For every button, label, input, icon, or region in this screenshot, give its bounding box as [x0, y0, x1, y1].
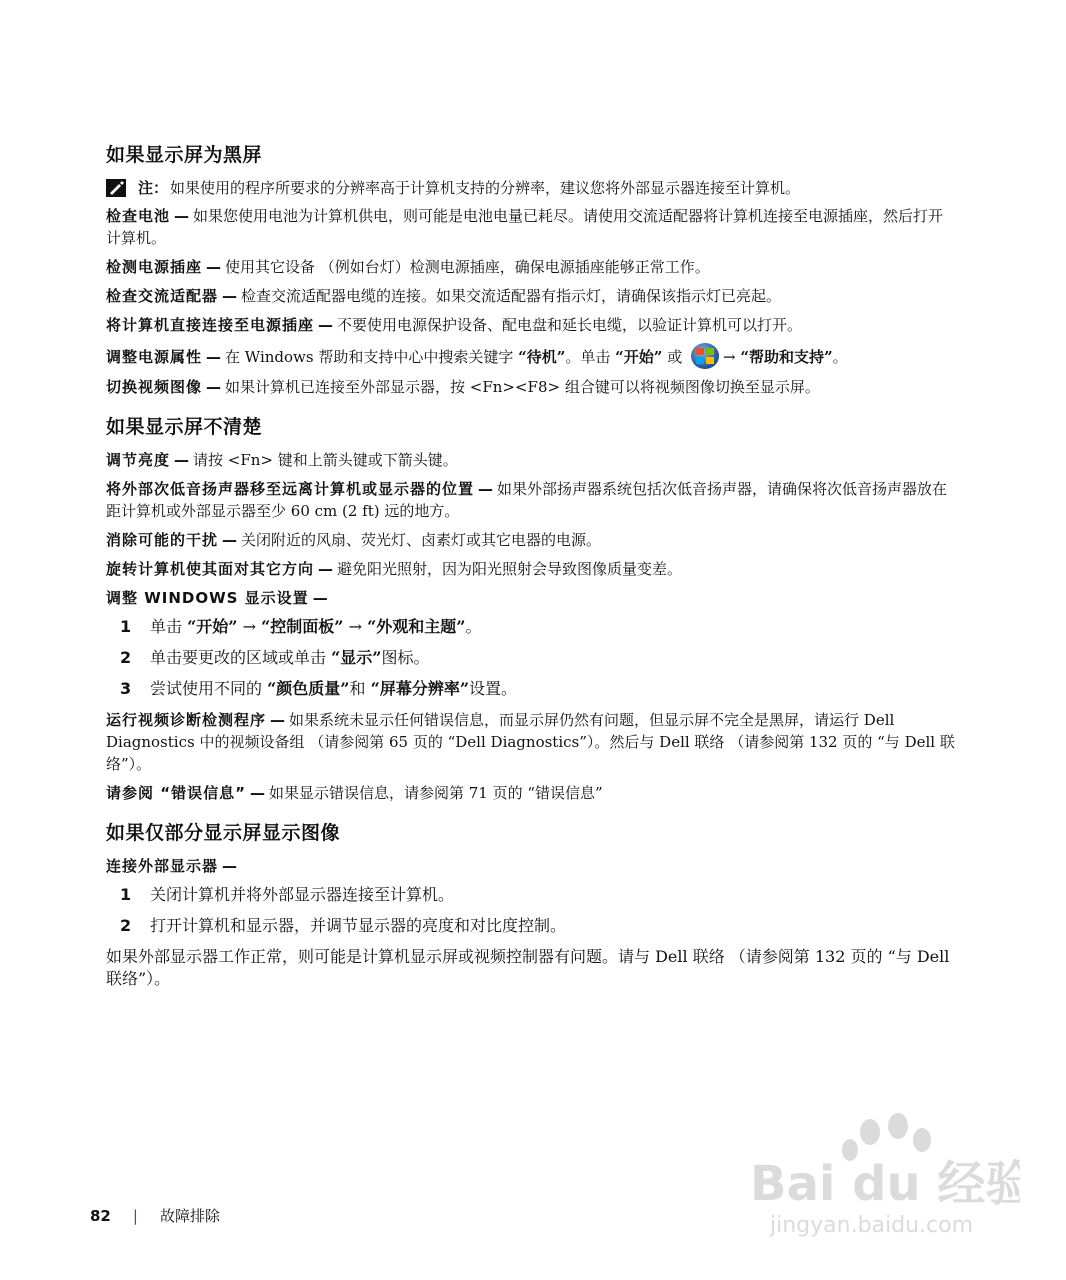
steps-list [106, 884, 956, 937]
quoted-term: “颜色质量” [267, 679, 350, 698]
item-direct-connect [106, 314, 956, 336]
quoted-term: “开始” [187, 617, 238, 636]
item-term: 检查电池 [106, 207, 171, 225]
step-item [120, 647, 956, 669]
em-dash: — [206, 378, 222, 396]
section-black-screen [106, 140, 956, 398]
em-dash: — [478, 480, 494, 498]
item-text: 。 [832, 348, 848, 366]
item-text: 如果计算机已连接至外部显示器，按 <Fn><F8> 组合键可以将视频图像切换至显示屏。 [225, 378, 820, 396]
item-term: 检查交流适配器 [106, 287, 219, 305]
step-item [120, 915, 956, 937]
step-number: 2 [120, 648, 132, 667]
em-dash: — [249, 784, 265, 802]
step-text: 关闭计算机并将外部显示器连接至计算机。 [150, 885, 455, 904]
step-text: 图标。 [381, 648, 430, 667]
item-text: 关闭附近的风扇、荧光灯、卤素灯或其它电器的电源。 [241, 531, 602, 549]
item-text: 请按 <Fn> 键和上箭头键或下箭头键。 [193, 451, 458, 469]
steps-list [106, 616, 956, 700]
em-dash: — [174, 207, 190, 225]
item-brightness [106, 449, 956, 471]
section-heading: 如果仅部分显示屏显示图像 [106, 822, 341, 844]
item-term: 旋转计算机使其面对其它方向 [106, 560, 315, 578]
item-check-adapter [106, 285, 956, 307]
em-dash: — [206, 348, 222, 366]
item-windows-display [106, 587, 956, 609]
item-term: 调整电源属性 [106, 348, 203, 366]
item-term: 运行视频诊断检测程序 [106, 711, 267, 729]
item-term: 调整 WINDOWS 显示设置 [106, 589, 309, 607]
item-term: 调节亮度 [106, 451, 171, 469]
item-switch-video [106, 376, 956, 398]
section-partial-display [106, 818, 956, 990]
em-dash: — [222, 857, 238, 875]
em-dash: — [206, 258, 222, 276]
item-rotate [106, 558, 956, 580]
section-unclear-screen [106, 412, 956, 804]
em-dash: — [270, 711, 286, 729]
arrow: → [722, 348, 736, 366]
item-subwoofer [106, 478, 956, 522]
item-term: 检测电源插座 [106, 258, 203, 276]
item-term: 消除可能的干扰 [106, 531, 219, 549]
em-dash: — [312, 589, 328, 607]
page-content [106, 140, 956, 1004]
step-text: 和 [349, 679, 371, 698]
step-text: 。 [465, 617, 482, 636]
note-label: 注： [138, 179, 169, 197]
section-heading: 如果显示屏为黑屏 [106, 144, 263, 166]
em-dash: — [318, 560, 334, 578]
item-text: 使用其它设备 （例如台灯）检测电源插座，确保电源插座能够正常工作。 [225, 258, 710, 276]
note-text: 如果使用的程序所要求的分辨率高于计算机支持的分辨率，建议您将外部显示器连接至计算机。 [170, 179, 801, 197]
em-dash: — [318, 316, 334, 334]
closing-paragraph: 如果外部显示器工作正常，则可能是计算机显示屏或视频控制器有问题。请与 Dell 联络 （请参阅第 132 页的 “与 Dell 联络”）。 [106, 947, 950, 988]
chapter-title: 故障排除 [159, 1207, 220, 1225]
em-dash: — [174, 451, 190, 469]
item-term: 将计算机直接连接至电源插座 [106, 316, 315, 334]
step-text: → [343, 617, 368, 636]
item-external-monitor [106, 855, 956, 877]
step-text: 设置。 [469, 679, 518, 698]
item-test-outlet [106, 256, 956, 278]
item-video-diagnostics [106, 709, 956, 775]
quoted-term: “待机” [518, 348, 566, 366]
item-text: 如果您使用电池为计算机供电，则可能是电池电量已耗尽。请使用交流适配器将计算机连接至电源插座，然后打开计算机。 [106, 207, 944, 247]
quoted-term: “显示” [331, 648, 382, 667]
section-heading: 如果显示屏不清楚 [106, 416, 263, 438]
item-text: 如果外部扬声器系统包括次低音扬声器，请确保将次低音扬声器放在距计算机或外部显示器至少 60 cm (2 ft) 远的地方。 [106, 480, 948, 520]
watermark-url: jingyan.baidu.com [770, 1213, 974, 1238]
windows-start-icon [691, 343, 719, 369]
em-dash: — [222, 531, 238, 549]
step-number: 2 [120, 916, 132, 935]
item-term: 切换视频图像 [106, 378, 203, 396]
item-term: 连接外部显示器 [106, 857, 219, 875]
step-number: 1 [120, 885, 132, 904]
note-block [106, 177, 956, 199]
item-text: 在 Windows 帮助和支持中心中搜索关键字 [225, 348, 519, 366]
item-text: 避免阳光照射，因为阳光照射会导致图像质量变差。 [337, 560, 683, 578]
quoted-term: “帮助和支持” [740, 348, 833, 366]
footer-separator: | [132, 1206, 138, 1225]
baidu-paw-logo [740, 1110, 1020, 1250]
step-item [120, 884, 956, 906]
item-text: 不要使用电源保护设备、配电盘和延长电缆，以验证计算机可以打开。 [337, 316, 803, 334]
item-error-messages [106, 782, 956, 804]
step-text: 单击 [150, 617, 188, 636]
item-power-properties [106, 343, 956, 369]
quoted-term: “控制面板” [261, 617, 344, 636]
step-text: → [237, 617, 262, 636]
item-text: 如果显示错误信息，请参阅第 71 页的 “错误信息” [268, 784, 603, 802]
em-dash: — [222, 287, 238, 305]
quoted-term: “屏幕分辨率” [370, 679, 470, 698]
step-number: 3 [120, 679, 132, 698]
item-text: 检查交流适配器电缆的连接。如果交流适配器有指示灯，请确保该指示灯已亮起。 [241, 287, 782, 305]
item-term: 请参阅 “错误信息” [106, 784, 246, 802]
page-footer [90, 1205, 220, 1226]
item-check-battery [106, 205, 956, 249]
item-interference [106, 529, 956, 551]
step-number: 1 [120, 617, 132, 636]
step-text: 尝试使用不同的 [150, 679, 268, 698]
step-text: 单击要更改的区域或单击 [150, 648, 332, 667]
watermark-brand: Bai du 经验 [750, 1156, 1020, 1212]
step-text: 打开计算机和显示器，并调节显示器的亮度和对比度控制。 [150, 916, 567, 935]
item-text: 。单击 [565, 348, 616, 366]
baidu-watermark [740, 1110, 1020, 1250]
quoted-term: “外观和主题” [367, 617, 466, 636]
item-text: 或 [662, 348, 687, 366]
step-item [120, 616, 956, 638]
item-text: 如果系统未显示任何错误信息，而显示屏仍然有问题，但显示屏不完全是黑屏，请运行 Dell Diagnostics 中的视频设备组 （请参阅第 65 页的 “Dell Diagnostics”）。然后与 Dell 联络 （请参阅第 132 页的 “与 Dell 联络”）。 [106, 711, 955, 773]
step-item [120, 678, 956, 700]
note-pencil-icon [106, 179, 126, 197]
item-term: 将外部次低音扬声器移至远离计算机或显示器的位置 [106, 480, 475, 498]
quoted-term: “开始” [615, 348, 663, 366]
page-number: 82 [90, 1206, 111, 1225]
